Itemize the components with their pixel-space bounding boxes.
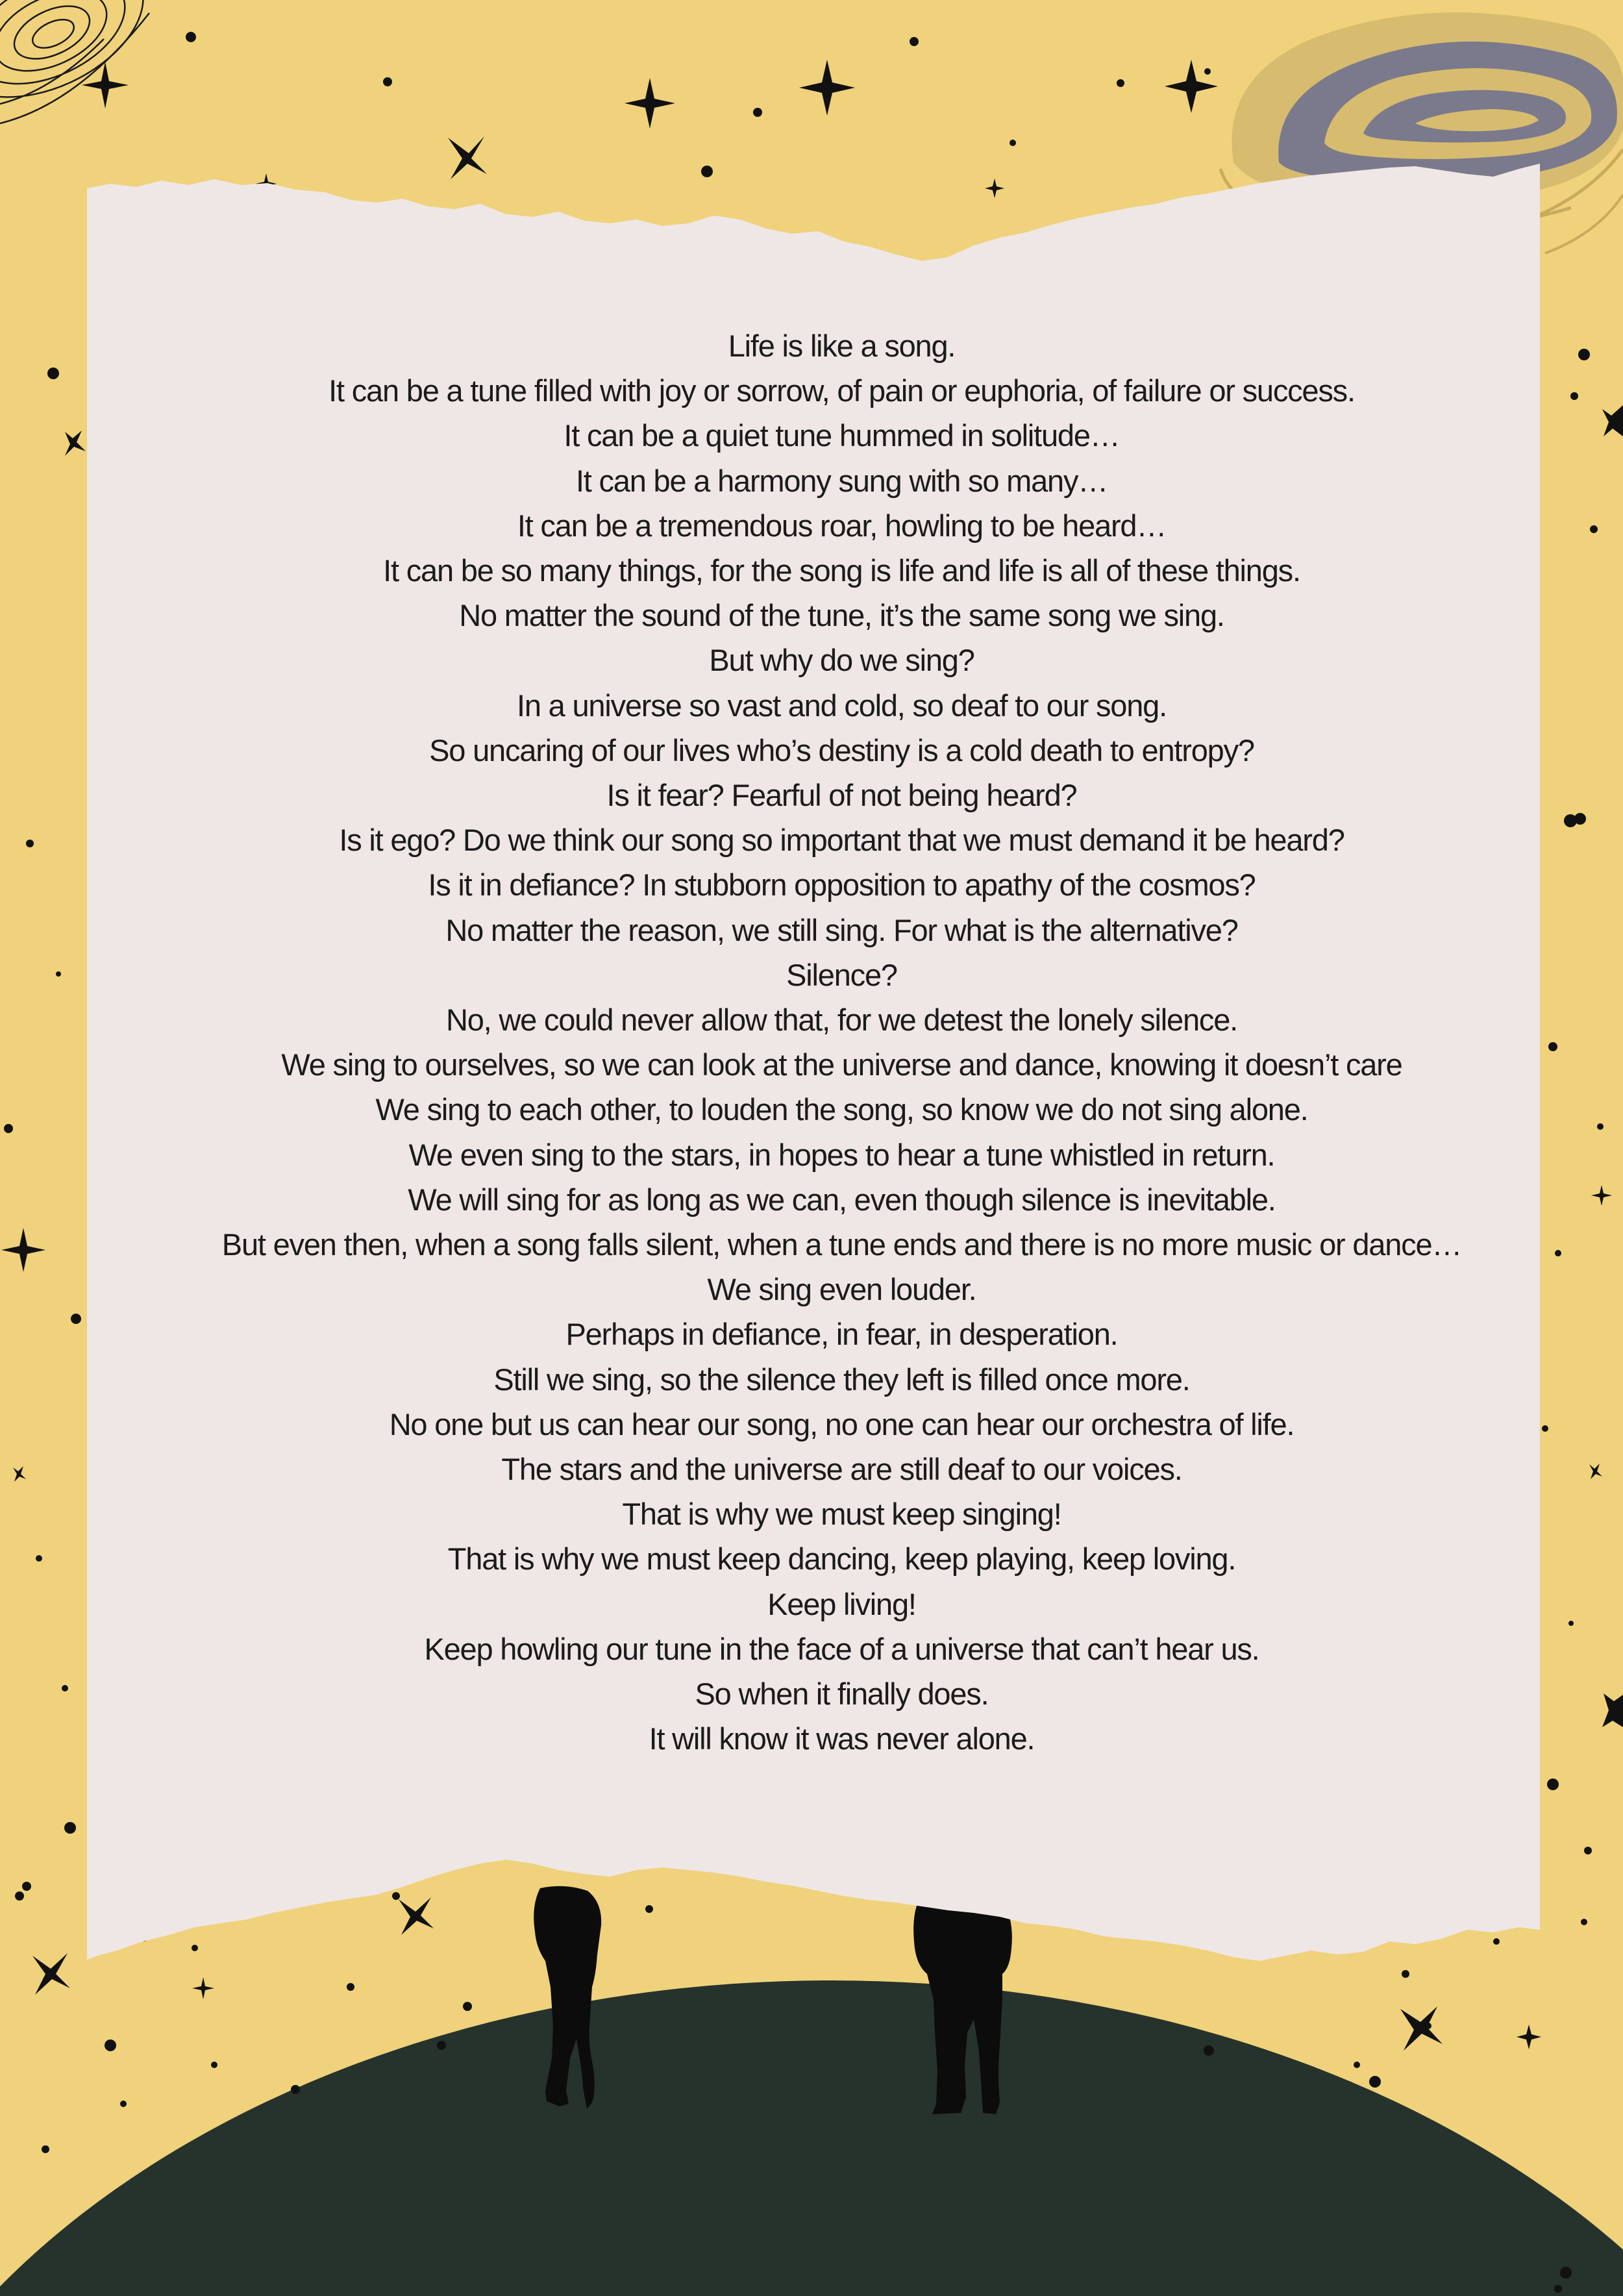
poem-line: No one but us can hear our song, no one can hear our orchestra of life. — [389, 1406, 1295, 1441]
poem-line: We sing even louder. — [707, 1272, 976, 1307]
poem-line: We even sing to the stars, in hopes to hear a tune whistled in return. — [408, 1137, 1275, 1172]
poem-line: Still we sing, so the silence they left is filled once more. — [493, 1362, 1190, 1397]
poem-line: It can be a quiet tune hummed in solitude… — [564, 418, 1120, 453]
poem-line: Silence? — [786, 957, 897, 992]
poem-line: That is why we must keep singing! — [622, 1497, 1061, 1532]
poem-line: It can be a harmony sung with so many… — [575, 463, 1108, 498]
poem-text — [195, 323, 1489, 1762]
poem-line: In a universe so vast and cold, so deaf to our song. — [517, 688, 1167, 723]
poem-line: But why do we sing? — [709, 643, 974, 678]
poem-line: So uncaring of our lives who’s destiny is a cold death to entropy? — [429, 732, 1254, 767]
poem-line: No matter the reason, we still sing. For what is the alternative? — [445, 912, 1238, 947]
poem-line: But even then, when a song falls silent, when a tune ends and there is no more music or dance… — [221, 1227, 1462, 1262]
poem-line: No matter the sound of the tune, it’s the same song we sing. — [459, 598, 1224, 633]
poem-line: So when it finally does. — [695, 1677, 989, 1712]
poem-line: Is it ego? Do we think our song so important that we must demand it be heard? — [339, 823, 1344, 858]
poem-line: It can be so many things, for the song is life and life is all of these things. — [383, 553, 1300, 588]
poem-line: Keep howling our tune in the face of a universe that can’t hear us. — [424, 1631, 1259, 1666]
poem-line: We will sing for as long as we can, even though silence is inevitable. — [408, 1182, 1276, 1217]
poem-line: We sing to each other, to louden the song, so know we do not sing alone. — [375, 1092, 1308, 1127]
poem-line: No, we could never allow that, for we detest the lonely silence. — [445, 1003, 1237, 1038]
poem-line: It can be a tremendous roar, howling to be heard… — [517, 508, 1167, 543]
poem-line: That is why we must keep dancing, keep playing, keep loving. — [447, 1541, 1236, 1577]
poem-line: Keep living! — [767, 1586, 916, 1621]
poem-line: It can be a tune filled with joy or sorrow, of pain or euphoria, of failure or success. — [328, 373, 1355, 408]
poem-line: We sing to ourselves, so we can look at the universe and dance, knowing it doesn’t care — [281, 1047, 1402, 1082]
poem-line: Perhaps in defiance, in fear, in desperation. — [565, 1317, 1118, 1352]
poem-line: Is it fear? Fearful of not being heard? — [606, 778, 1077, 813]
poem-line: It will know it was never alone. — [649, 1721, 1035, 1756]
poem-line: The stars and the universe are still deaf to our voices. — [501, 1452, 1182, 1487]
poem-line: Is it in defiance? In stubborn opposition to apathy of the cosmos? — [428, 867, 1256, 903]
poem-line: Life is like a song. — [728, 329, 956, 363]
